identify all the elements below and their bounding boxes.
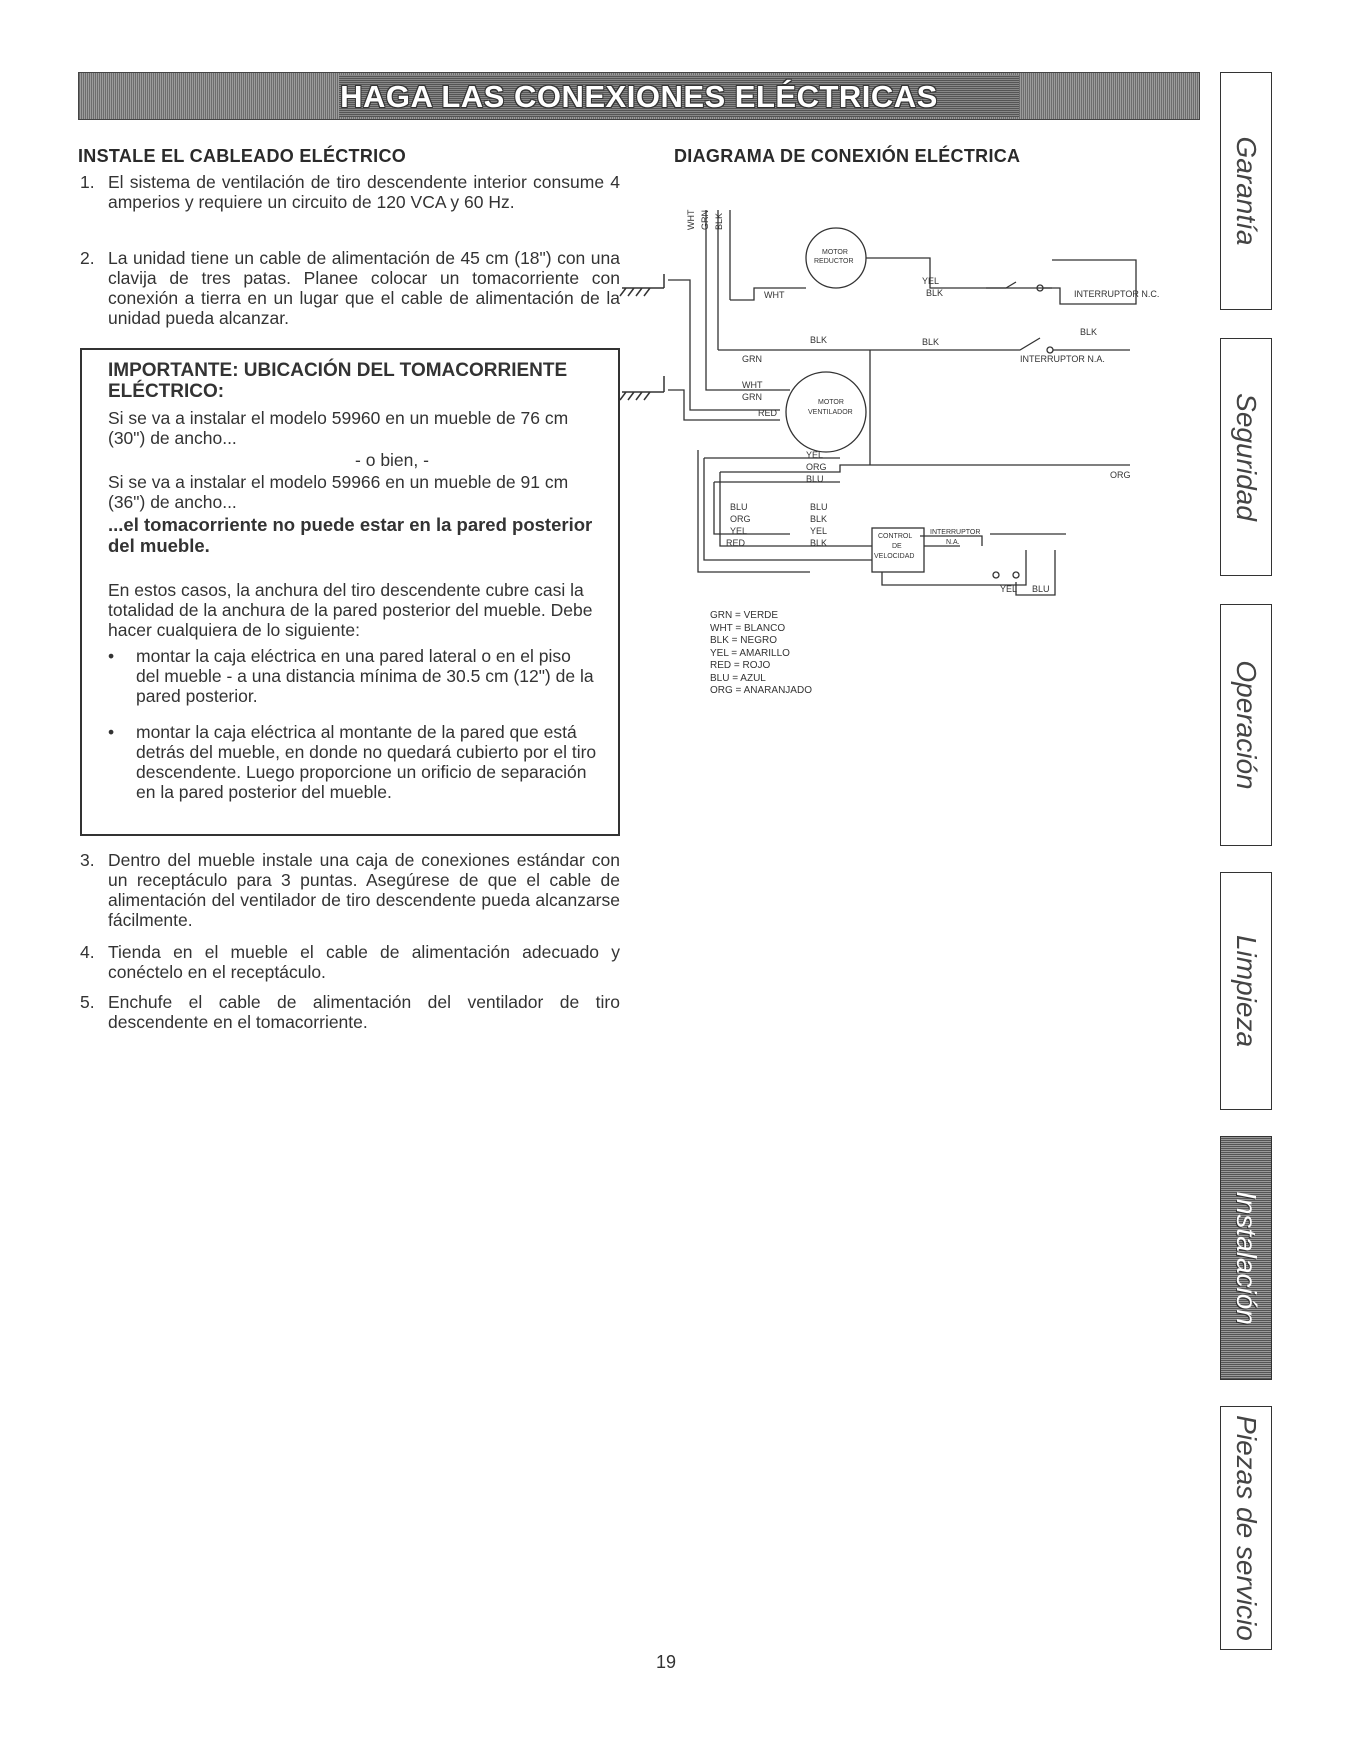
label-wht-mid: WHT [742, 380, 763, 390]
label-int2-1: INTERRUPTOR [930, 529, 981, 536]
label-blu-bottom: BLU [1032, 584, 1050, 594]
label-switch-na: INTERRUPTOR N.A. [1020, 354, 1105, 364]
legend-item: YEL = AMARILLO [710, 647, 790, 659]
label-blu-right: BLU [810, 502, 828, 512]
legend-item: BLU = AZUL [710, 672, 766, 684]
tab-instalacion[interactable] [1220, 1136, 1272, 1380]
label-blk-top: BLK [926, 288, 944, 298]
legend-item: RED = ROJO [710, 660, 771, 671]
step-4 [80, 942, 620, 984]
legend-item: GRN = VERDE [710, 610, 779, 621]
important-paragraph-2: Si se va a instalar el modelo 59966 en un mueble de 91 cm (36") de ancho... [108, 472, 569, 512]
legend-item: BLK = NEGRO [710, 635, 777, 646]
step-5 [80, 992, 620, 1034]
tab-garantia[interactable] [1220, 72, 1272, 310]
label-blk-mid: BLK [810, 335, 828, 345]
label-org-mid: ORG [806, 462, 827, 472]
header-banner [78, 72, 1200, 120]
label-yel-mid: YEL [806, 450, 824, 460]
label-motor-reductor-1: MOTOR [822, 249, 848, 256]
step-number: 1. [80, 172, 95, 192]
step-text: La unidad tiene un cable de alimentación de 45 cm (18") con una clavija de tres patas. Planee colocar un tomacorriente con conexión a tierra en un lugar que el cable de alimentación de la unidad pueda alcanzar. [108, 248, 620, 328]
legend-item: WHT = BLANCO [710, 622, 786, 634]
label-control-3: VELOCIDAD [874, 553, 915, 560]
tab-label: Operación [1231, 660, 1262, 790]
label-blk: BLK [714, 212, 724, 230]
important-title: IMPORTANTE: UBICACIÓN DEL TOMACORRIENTE ELÉCTRICO: [108, 360, 568, 402]
step-text: El sistema de ventilación de tiro descendente interior consume 4 amperios y requiere un circuito de 120 VCA y 60 Hz. [108, 172, 620, 212]
page-number: 19 [656, 1652, 677, 1672]
step-number: 5. [80, 992, 95, 1012]
important-notice-box [80, 348, 620, 836]
legend-item: ORG = ANARANJADO [710, 685, 812, 696]
label-int2-2: N.A. [946, 539, 960, 546]
tab-operacion[interactable] [1220, 604, 1272, 846]
label-wht-top: WHT [764, 290, 785, 300]
step-number: 2. [80, 248, 95, 268]
label-red-left: RED [726, 538, 746, 548]
page-title: HAGA LAS CONEXIONES ELÉCTRICAS [340, 79, 938, 114]
step-number: 4. [80, 942, 95, 962]
label-blk-right: BLK [1080, 327, 1098, 337]
step-text: Tienda en el mueble el cable de alimentación adecuado y conéctelo en el receptáculo. [108, 942, 620, 982]
label-grn-mid2: GRN [742, 392, 762, 402]
bullet-dot: • [108, 646, 115, 666]
label-org-right: ORG [1110, 470, 1131, 480]
tab-label: Limpieza [1231, 934, 1262, 1048]
label-control-2: DE [892, 543, 902, 550]
label-yel-bottom: YEL [1000, 584, 1018, 594]
label-motor-reductor-2: REDUCTOR [814, 258, 854, 265]
section-title-diagram: DIAGRAMA DE CONEXIÓN ELÉCTRICA [674, 146, 1021, 166]
step-1 [80, 172, 620, 234]
important-warning: ...el tomacorriente no puede estar en la pared posterior del mueble. [108, 514, 593, 556]
color-legend [710, 610, 812, 698]
tab-label: Instalación [1231, 1191, 1262, 1325]
label-grn: GRN [700, 210, 710, 230]
label-blu-left: BLU [730, 502, 748, 512]
step-text: Enchufe el cable de alimentación del ventilador de tiro descendente en el tomacorriente. [108, 992, 620, 1032]
important-or: - o bien, - [355, 450, 429, 470]
label-switch-nc: INTERRUPTOR N.C. [1074, 289, 1160, 299]
step-3 [80, 850, 620, 932]
wiring-diagram [660, 200, 1200, 620]
label-blu-mid: BLU [806, 474, 824, 484]
label-yel-left: YEL [730, 526, 748, 536]
step-2 [80, 248, 620, 330]
label-blk-lower2: BLK [810, 538, 828, 548]
section-title-wiring: INSTALE EL CABLEADO ELÉCTRICO [78, 146, 407, 166]
important-paragraph-1: Si se va a instalar el modelo 59960 en un mueble de 76 cm (30") de ancho... [108, 408, 569, 448]
tab-limpieza[interactable] [1220, 872, 1272, 1110]
tab-label: Seguridad [1231, 393, 1262, 521]
important-paragraph-3: En estos casos, la anchura del tiro descendente cubre casi la totalidad de la anchura de la pared posterior del mueble. Debe hacer cualquiera de lo siguiente: [108, 580, 593, 640]
tab-label: Garantía [1231, 136, 1262, 246]
label-red-mid: RED [758, 408, 778, 418]
label-blk-lower: BLK [810, 514, 828, 524]
bullet-text: montar la caja eléctrica en una pared lateral o en el piso del mueble - a una distancia mínima de 30.5 cm (12") de la pared posterior. [136, 646, 594, 706]
label-motor-vent-1: MOTOR [818, 399, 844, 406]
label-blk-mid2: BLK [922, 337, 940, 347]
label-wht: WHT [686, 209, 696, 230]
label-grn-mid: GRN [742, 354, 762, 364]
bullet-dot: • [108, 722, 115, 742]
label-control-1: CONTROL [878, 533, 913, 540]
tab-seguridad[interactable] [1220, 338, 1272, 576]
label-yel-top: YEL [922, 276, 940, 286]
label-org-left: ORG [730, 514, 751, 524]
tab-label: Piezas de servicio [1231, 1415, 1262, 1641]
bullet-text: montar la caja eléctrica al montante de la pared que está detrás del mueble, en donde no quedará cubierto por el tiro descendente. Luego proporcione un orificio de separación en la pared posterior del mueble. [136, 722, 597, 802]
label-motor-vent-2: VENTILADOR [808, 409, 853, 416]
label-yel-right: YEL [810, 526, 828, 536]
step-text: Dentro del mueble instale una caja de conexiones estándar con un receptáculo para 3 puntas. Asegúrese de que el cable de alimentación del ventilador de tiro descendente pueda alcanzarse fácilmente. [108, 850, 620, 930]
tab-piezas-de-servicio[interactable] [1220, 1406, 1272, 1650]
step-number: 3. [80, 850, 95, 870]
